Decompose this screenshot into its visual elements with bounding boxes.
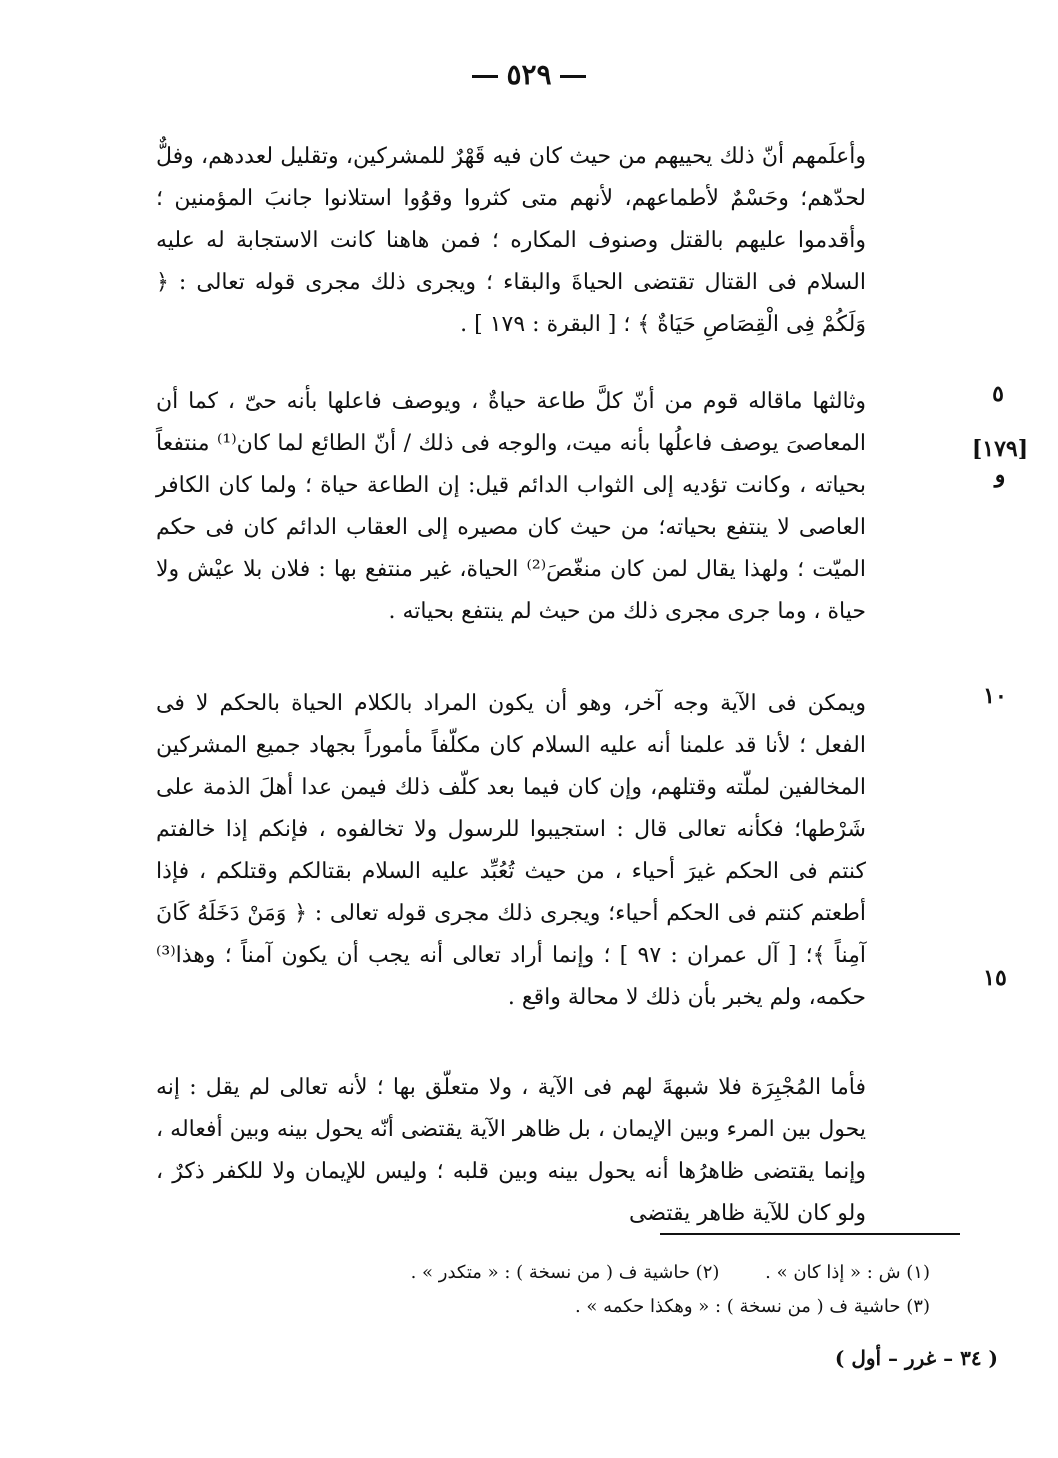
paragraph-text: وأعلَمهم أنّ ذلك يحييهم من حيث كان فيه قَهْرٌ للمشركين، وتقليل لعددهم، وفلٌّ لحدّهم؛ وحَسْمٌ لأطماعهم، لأنهم متى كثروا وقوُوا استلانوا جانبَ المؤمنين ؛ وأقدموا عليهم بالقتل وصنوف المكاره ؛ فمن هاهنا كانت الاستجابة له عليه السلام فى القتال تقتضى الحياةَ والبقاء ؛ ويجرى ذلك مجرى قوله تعالى : ﴿ وَلَكُمْ فِى الْقِصَاصِ حَيَاةٌ ﴾ ؛ [ البقرة : ١٧٩ ] . <box>156 144 866 337</box>
paragraph-2 <box>156 381 866 633</box>
footnote-1: (١) ش : « إذا كان » . <box>765 1262 930 1283</box>
margin-line-number-5: ٥ <box>992 381 1004 407</box>
footnote-row-1 <box>240 1256 930 1290</box>
margin-line-number-15: ١٥ <box>983 965 1007 991</box>
footnotes <box>240 1256 930 1324</box>
printer-signature: ( ٣٤ – غرر – أول ) <box>834 1346 998 1370</box>
margin-line-number-10: ١٠ <box>983 683 1007 709</box>
paragraph-3 <box>156 683 866 1019</box>
footnote-divider <box>660 1233 960 1235</box>
page-number <box>0 58 1058 91</box>
footnote-row-2 <box>240 1290 930 1324</box>
folio-number: [١٧٩] <box>971 436 1029 462</box>
paragraph-text: فأما المُجْبِرَة فلا شبهةَ لهم فى الآية ، ولا متعلّق بها ؛ لأنه تعالى لم يقل : إنه يحول بين المرء وبين الإيمان ، بل ظاهر الآية يقتضى أنّه يحول بينه وبين أفعاله ، وإنما يقتضى ظاهرُها أنه يحول بينه وبين قلبه ؛ وليس للإيمان ولا للكفر ذكرٌ ، ولو كان للآية ظاهر يقتضى <box>156 1075 866 1226</box>
footnote-2: (٢) حاشية ف ( من نسخة ) : « متكدر » . <box>410 1262 720 1283</box>
page-number-text: ٥٢٩ <box>506 58 552 91</box>
footnote-3: (٣) حاشية ف ( من نسخة ) : « وهكذا حكمه » . <box>574 1296 930 1317</box>
dash-left <box>560 75 586 78</box>
paragraph-1 <box>156 136 866 346</box>
paragraph-4 <box>156 1067 866 1235</box>
dash-right <box>472 75 498 78</box>
folio-side: و <box>994 462 1006 488</box>
paragraph-text: ويمكن فى الآية وجه آخر، وهو أن يكون المراد بالكلام الحياة بالحكم لا فى الفعل ؛ لأنا قد علمنا أنه عليه السلام كان مكلّفاً مأموراً بجهاد جميع المشركين المخالفين لملّته وقتلهم، وإن كان فيما بعد كلّف ذلك فيمن عدا أهلَ الذمة على شَرْطها؛ فكأنه تعالى قال : استجيبوا للرسول ولا تخالفوه ، فإنكم إذا خالفتم كنتم فى الحكم غيرَ أحياء ، من حيث تُعُبِّد عليه السلام بقتالكم وقتلكم ، فإذا أطعتم كنتم فى الحكم أحياء؛ ويجرى ذلك مجرى قوله تعالى : ﴿ وَمَنْ دَخَلَهُ كَانَ آمِناً ﴾؛ [ آل عمران : ٩٧ ] ؛ وإنما أراد تعالى أنه يجب أن يكون آمناً ؛ وهذا⁽³⁾ حكمه، ولم يخبر بأن ذلك لا محالة واقع . <box>156 691 866 1010</box>
folio-marker <box>960 436 1040 488</box>
paragraph-text: وثالثها ماقاله قوم من أنّ كلَّ طاعة حياةٌ ، ويوصف فاعلها بأنه حىّ ، كما أن المعاصىَ يوصف فاعلُها بأنه ميت، والوجه فى ذلك / أنّ الطائع لما كان⁽¹⁾ منتفعاً بحياته ، وكانت تؤديه إلى الثواب الدائم قيل: إن الطاعة حياة ؛ ولما كان الكافر العاصى لا ينتفع بحياته؛ من حيث كان مصيره إلى العقاب الدائم كان فى حكم الميّت ؛ ولهذا يقال لمن كان منغّصَ⁽²⁾ الحياة، غير منتفع بها : فلان بلا عيْش ولا حياة ، وما جرى مجرى ذلك من حيث لم ينتفع بحياته . <box>156 389 867 624</box>
